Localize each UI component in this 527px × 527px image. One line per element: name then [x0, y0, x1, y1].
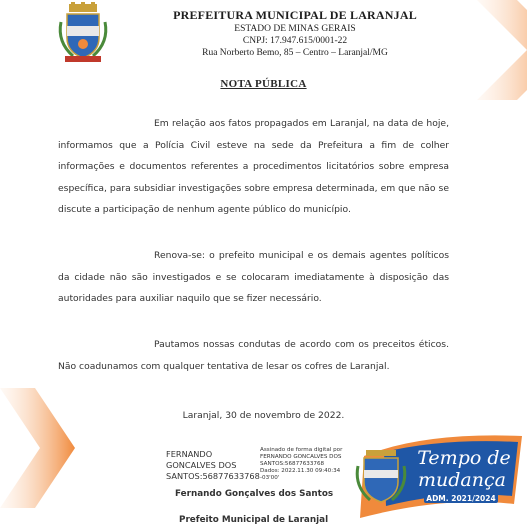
signature-meta-line: SANTOS:56877633768	[260, 461, 325, 467]
campaign-slogan-line1: Tempo de	[417, 447, 511, 469]
campaign-term: ADM. 2021/2024	[426, 494, 496, 503]
digital-signature-metadata	[260, 447, 355, 482]
digital-signature-name	[166, 449, 260, 482]
signature-meta-line: FERNANDO GONCALVES DOS	[260, 454, 342, 460]
campaign-slogan-line2: mudança	[418, 469, 506, 491]
signature-meta-line: Dados: 2022.11.30 09:40:34	[260, 468, 341, 474]
municipal-crest-logo	[55, 2, 111, 64]
letterhead-address: Rua Norberto Bemo, 85 – Centro – Laranjal/MG	[202, 48, 388, 58]
paragraph-2: Renova-se: o prefeito municipal e os demais agentes políticos da cidade não são investigados e se colocaram imediatamente à disposição das autoridades para auxiliar naquilo que se fizer necessário.	[58, 250, 449, 304]
signature-meta-line: Assinado de forma digital por	[260, 447, 343, 453]
campaign-crest-icon	[357, 450, 405, 502]
letterhead-state: ESTADO DE MINAS GERAIS	[234, 24, 356, 34]
letterhead-title: PREFEITURA MUNICIPAL DE LARANJAL	[173, 8, 417, 22]
signer-name: Fernando Gonçalves dos Santos	[175, 489, 334, 499]
signature-meta-line: -03'00'	[260, 475, 280, 481]
letterhead	[140, 8, 450, 59]
signature-name-line: FERNANDO	[166, 449, 213, 459]
campaign-logo	[354, 426, 524, 521]
signer-role: Prefeito Municipal de Laranjal	[179, 515, 329, 525]
document-heading: NOTA PÚBLICA	[220, 78, 307, 90]
letterhead-cnpj: CNPJ: 17.947.615/0001-22	[242, 36, 348, 46]
signature-name-line: GONCALVES DOS	[166, 460, 237, 470]
document-date: Laranjal, 30 de novembro de 2022.	[182, 410, 345, 421]
paragraph-3: Pautamos nossas condutas de acordo com os preceitos éticos. Não coadunamos com qualquer tentativa de lesar os cofres de Laranjal.	[58, 339, 449, 372]
decorative-chevron-top-right	[447, 0, 527, 110]
paragraph-1: Em relação aos fatos propagados em Laranjal, na data de hoje, informamos que a Polícia Civil esteve na sede da Prefeitura a fim de colher informações e documentos referentes a procedimentos licitatórios sobre empresa específica, para subsidiar investigações sobre empresa determinada, em que não se discute a participação de nenhum agente público do município.	[58, 118, 449, 215]
decorative-chevron-bottom-left	[0, 383, 80, 513]
signature-name-line: SANTOS:56877633768	[166, 471, 260, 481]
